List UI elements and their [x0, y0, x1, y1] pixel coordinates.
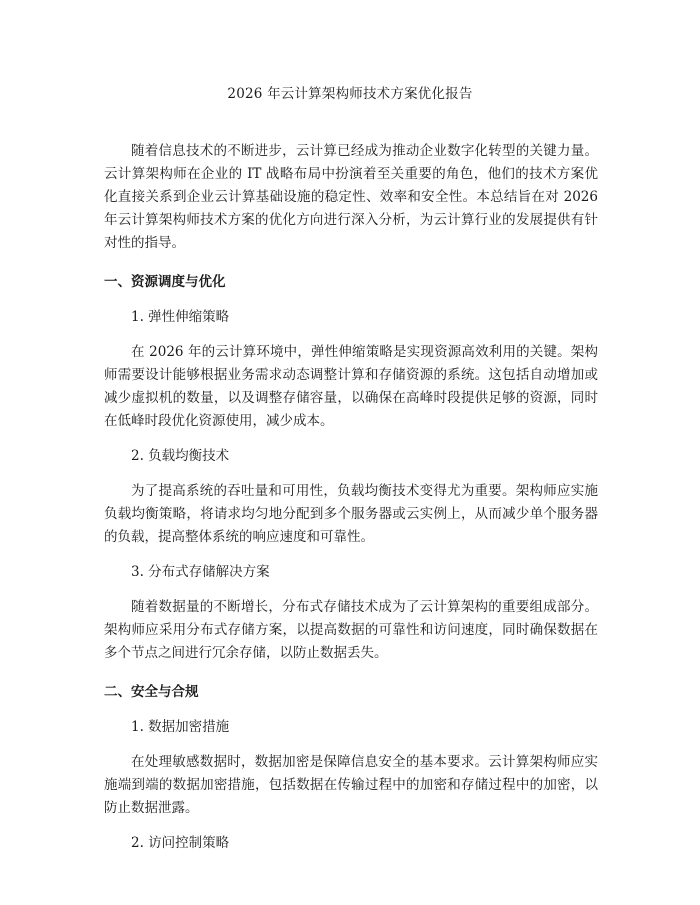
subheading-elastic-scaling: 1. 弹性伸缩策略	[131, 309, 230, 325]
paragraph-load-balancing: 为了提高系统的吞吐量和可用性，负载均衡技术变得尤为重要。架构师应实施负载均衡策略，将请求均匀地分配到多个服务器或云实例上，从而减少单个服务器的负载，提高整体系统的响应速度和可靠性。	[104, 483, 598, 545]
subheading-data-encryption: 1. 数据加密措施	[131, 719, 230, 735]
paragraph-elastic-scaling: 在 2026 年的云计算环境中，弹性伸缩策略是实现资源高效利用的关键。架构师需要设计能够根据业务需求动态调整计算和存储资源的系统。这包括自动增加或减少虚拟机的数量，以及调整存储容量，以确保在高峰时段提供足够的资源，同时在低峰时段优化资源使用，减少成本。	[104, 344, 598, 429]
subheading-load-balancing: 2. 负载均衡技术	[131, 448, 230, 464]
paragraph-data-encryption: 在处理敏感数据时，数据加密是保障信息安全的基本要求。云计算架构师应实施端到端的数据加密措施，包括数据在传输过程中的加密和存储过程中的加密，以防止数据泄露。	[104, 754, 598, 816]
subheading-access-control: 2. 访问控制策略	[131, 835, 230, 851]
intro-paragraph: 随着信息技术的不断进步，云计算已经成为推动企业数字化转型的关键力量。云计算架构师在企业的 IT 战略布局中扮演着至关重要的角色，他们的技术方案优化直接关系到企业云计算基础设施的稳定性、效率和安全性。本总结旨在对 2026 年云计算架构师技术方案的优化方向进行深入分析，为云计算行业的发展提供有针对性的指导。	[104, 143, 598, 251]
section-heading-security-compliance: 二、安全与合规	[104, 684, 199, 700]
subheading-distributed-storage: 3. 分布式存储解决方案	[131, 564, 270, 580]
document-title: 2026 年云计算架构师技术方案优化报告	[227, 86, 473, 102]
document-body	[104, 140, 598, 867]
section-heading-resource-scheduling: 一、资源调度与优化	[104, 274, 226, 290]
paragraph-distributed-storage: 随着数据量的不断增长，分布式存储技术成为了云计算架构的重要组成部分。架构师应采用分布式存储方案，以提高数据的可靠性和访问速度，同时确保数据在多个节点之间进行冗余存储，以防止数据丢失。	[104, 599, 598, 661]
